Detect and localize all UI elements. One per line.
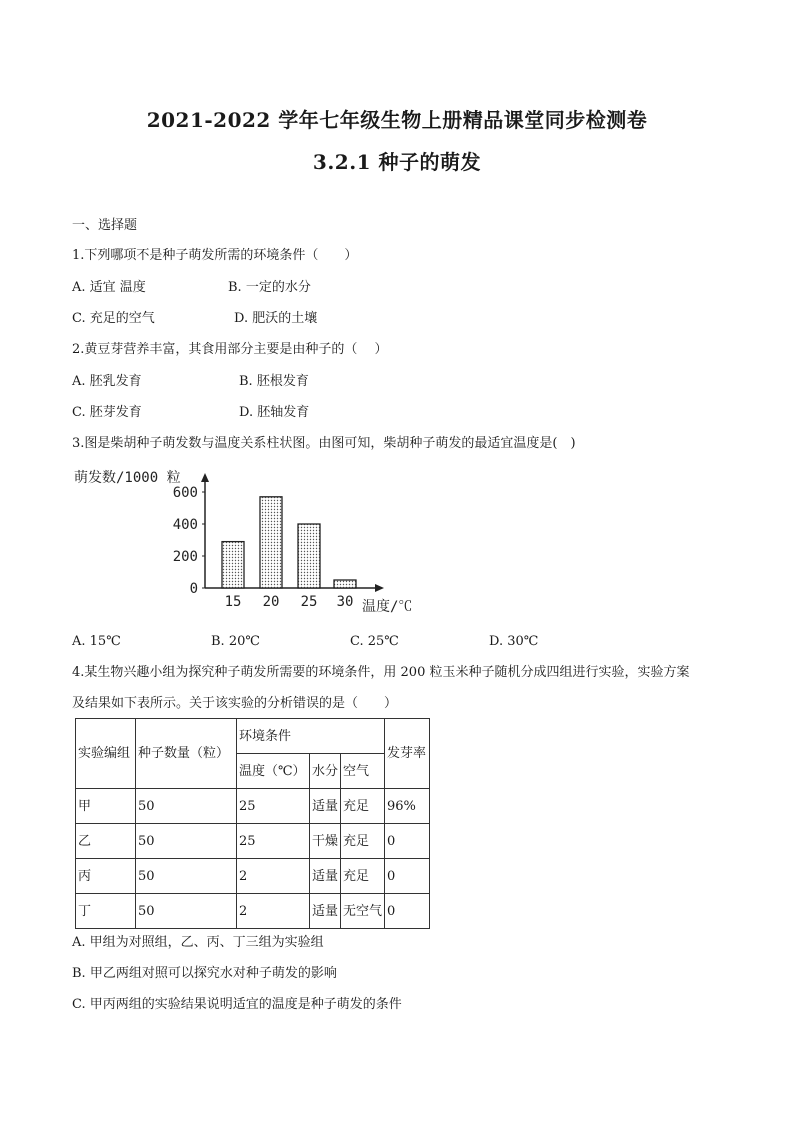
cell-water: 干燥 [310,824,341,859]
cell-rate: 96% [385,789,430,824]
page-subtitle: 3.2.1 种子的萌发 [312,150,482,174]
cell-rate: 0 [385,824,430,859]
cell-water: 适量 [310,789,341,824]
cell-group: 丁 [76,894,136,929]
q3-option-b: B. 20℃ [211,634,260,649]
q3-option-a: A. 15℃ [72,634,121,649]
y-tick-label: 600 [172,485,198,501]
q1-option-b: B. 一定的水分 [228,280,311,295]
cell-air: 无空气 [341,894,385,929]
x-tick-label: 20 [262,594,280,610]
header-environment: 环境条件 [237,719,385,754]
q1-option-a: A. 适宜 温度 [72,280,146,295]
cell-count: 50 [136,824,237,859]
x-tick-label: 30 [336,594,354,610]
q2-option-a: A. 胚乳发育 [72,374,142,389]
bar-25 [298,524,320,588]
chart-x-label: 温度/℃ [362,599,413,615]
table-row [76,824,430,859]
q4-option-b: B. 甲乙两组对照可以探究水对种子萌发的影响 [72,966,337,981]
cell-count: 50 [136,859,237,894]
germination-bar-chart [72,466,432,616]
cell-group: 甲 [76,789,136,824]
cell-temperature: 2 [237,894,310,929]
q3-stem: 3.图是柴胡种子萌发数与温度关系柱状图。由图可知，柴胡种子萌发的最适宜温度是( ) [72,436,576,451]
bar-20 [260,497,282,588]
y-tick-label: 200 [172,549,198,565]
experiment-table [75,718,430,929]
q4-stem-line1: 4.某生物兴趣小组为探究种子萌发所需要的环境条件，用 200 粒玉米种子随机分成四组进行实验，实验方案 [72,665,690,680]
header-group: 实验编组 [76,719,136,789]
cell-water: 适量 [310,894,341,929]
q4-option-a: A. 甲组为对照组，乙、丙、丁三组为实验组 [72,935,324,950]
table-row [76,894,430,929]
table-row [76,789,430,824]
cell-air: 充足 [341,789,385,824]
q3-option-d: D. 30℃ [489,634,539,649]
cell-temperature: 2 [237,859,310,894]
chart-x-arrow [375,584,384,592]
chart-y-label: 萌发数/1000 粒 [74,470,181,486]
cell-group: 乙 [76,824,136,859]
y-tick-label: 400 [172,517,198,533]
bar-30 [334,580,356,588]
q2-stem: 2.黄豆芽营养丰富，其食用部分主要是由种子的（ ） [72,342,388,357]
y-tick-label: 0 [189,581,198,597]
cell-air: 充足 [341,824,385,859]
section-heading: 一、选择题 [72,218,138,233]
q2-option-d: D. 胚轴发育 [239,405,310,420]
q4-stem-line2: 及结果如下表所示。关于该实验的分析错误的是（ ） [72,696,398,711]
header-rate: 发芽率 [385,719,430,789]
cell-count: 50 [136,894,237,929]
header-count: 种子数量（粒） [136,719,237,789]
header-air: 空气 [341,754,385,789]
q4-option-c: C. 甲丙两组的实验结果说明适宜的温度是种子萌发的条件 [72,997,402,1012]
x-tick-label: 15 [224,594,242,610]
table-header-row [76,719,430,754]
q1-option-c: C. 充足的空气 [72,311,155,326]
header-temperature: 温度（℃） [237,754,310,789]
x-tick-label: 25 [300,594,318,610]
cell-count: 50 [136,789,237,824]
q2-option-c: C. 胚芽发育 [72,405,142,420]
cell-air: 充足 [341,859,385,894]
header-water: 水分 [310,754,341,789]
cell-temperature: 25 [237,789,310,824]
q1-option-d: D. 肥沃的土壤 [234,311,318,326]
bar-15 [222,542,244,588]
chart-y-arrow [201,473,209,482]
cell-water: 适量 [310,859,341,894]
cell-rate: 0 [385,894,430,929]
q3-option-c: C. 25℃ [350,634,399,649]
q1-stem: 1.下列哪项不是种子萌发所需的环境条件（ ） [72,248,358,263]
table-row [76,859,430,894]
cell-group: 丙 [76,859,136,894]
cell-rate: 0 [385,859,430,894]
q2-option-b: B. 胚根发育 [239,374,309,389]
page-title: 2021-2022 学年七年级生物上册精品课堂同步检测卷 [146,108,648,132]
cell-temperature: 25 [237,824,310,859]
